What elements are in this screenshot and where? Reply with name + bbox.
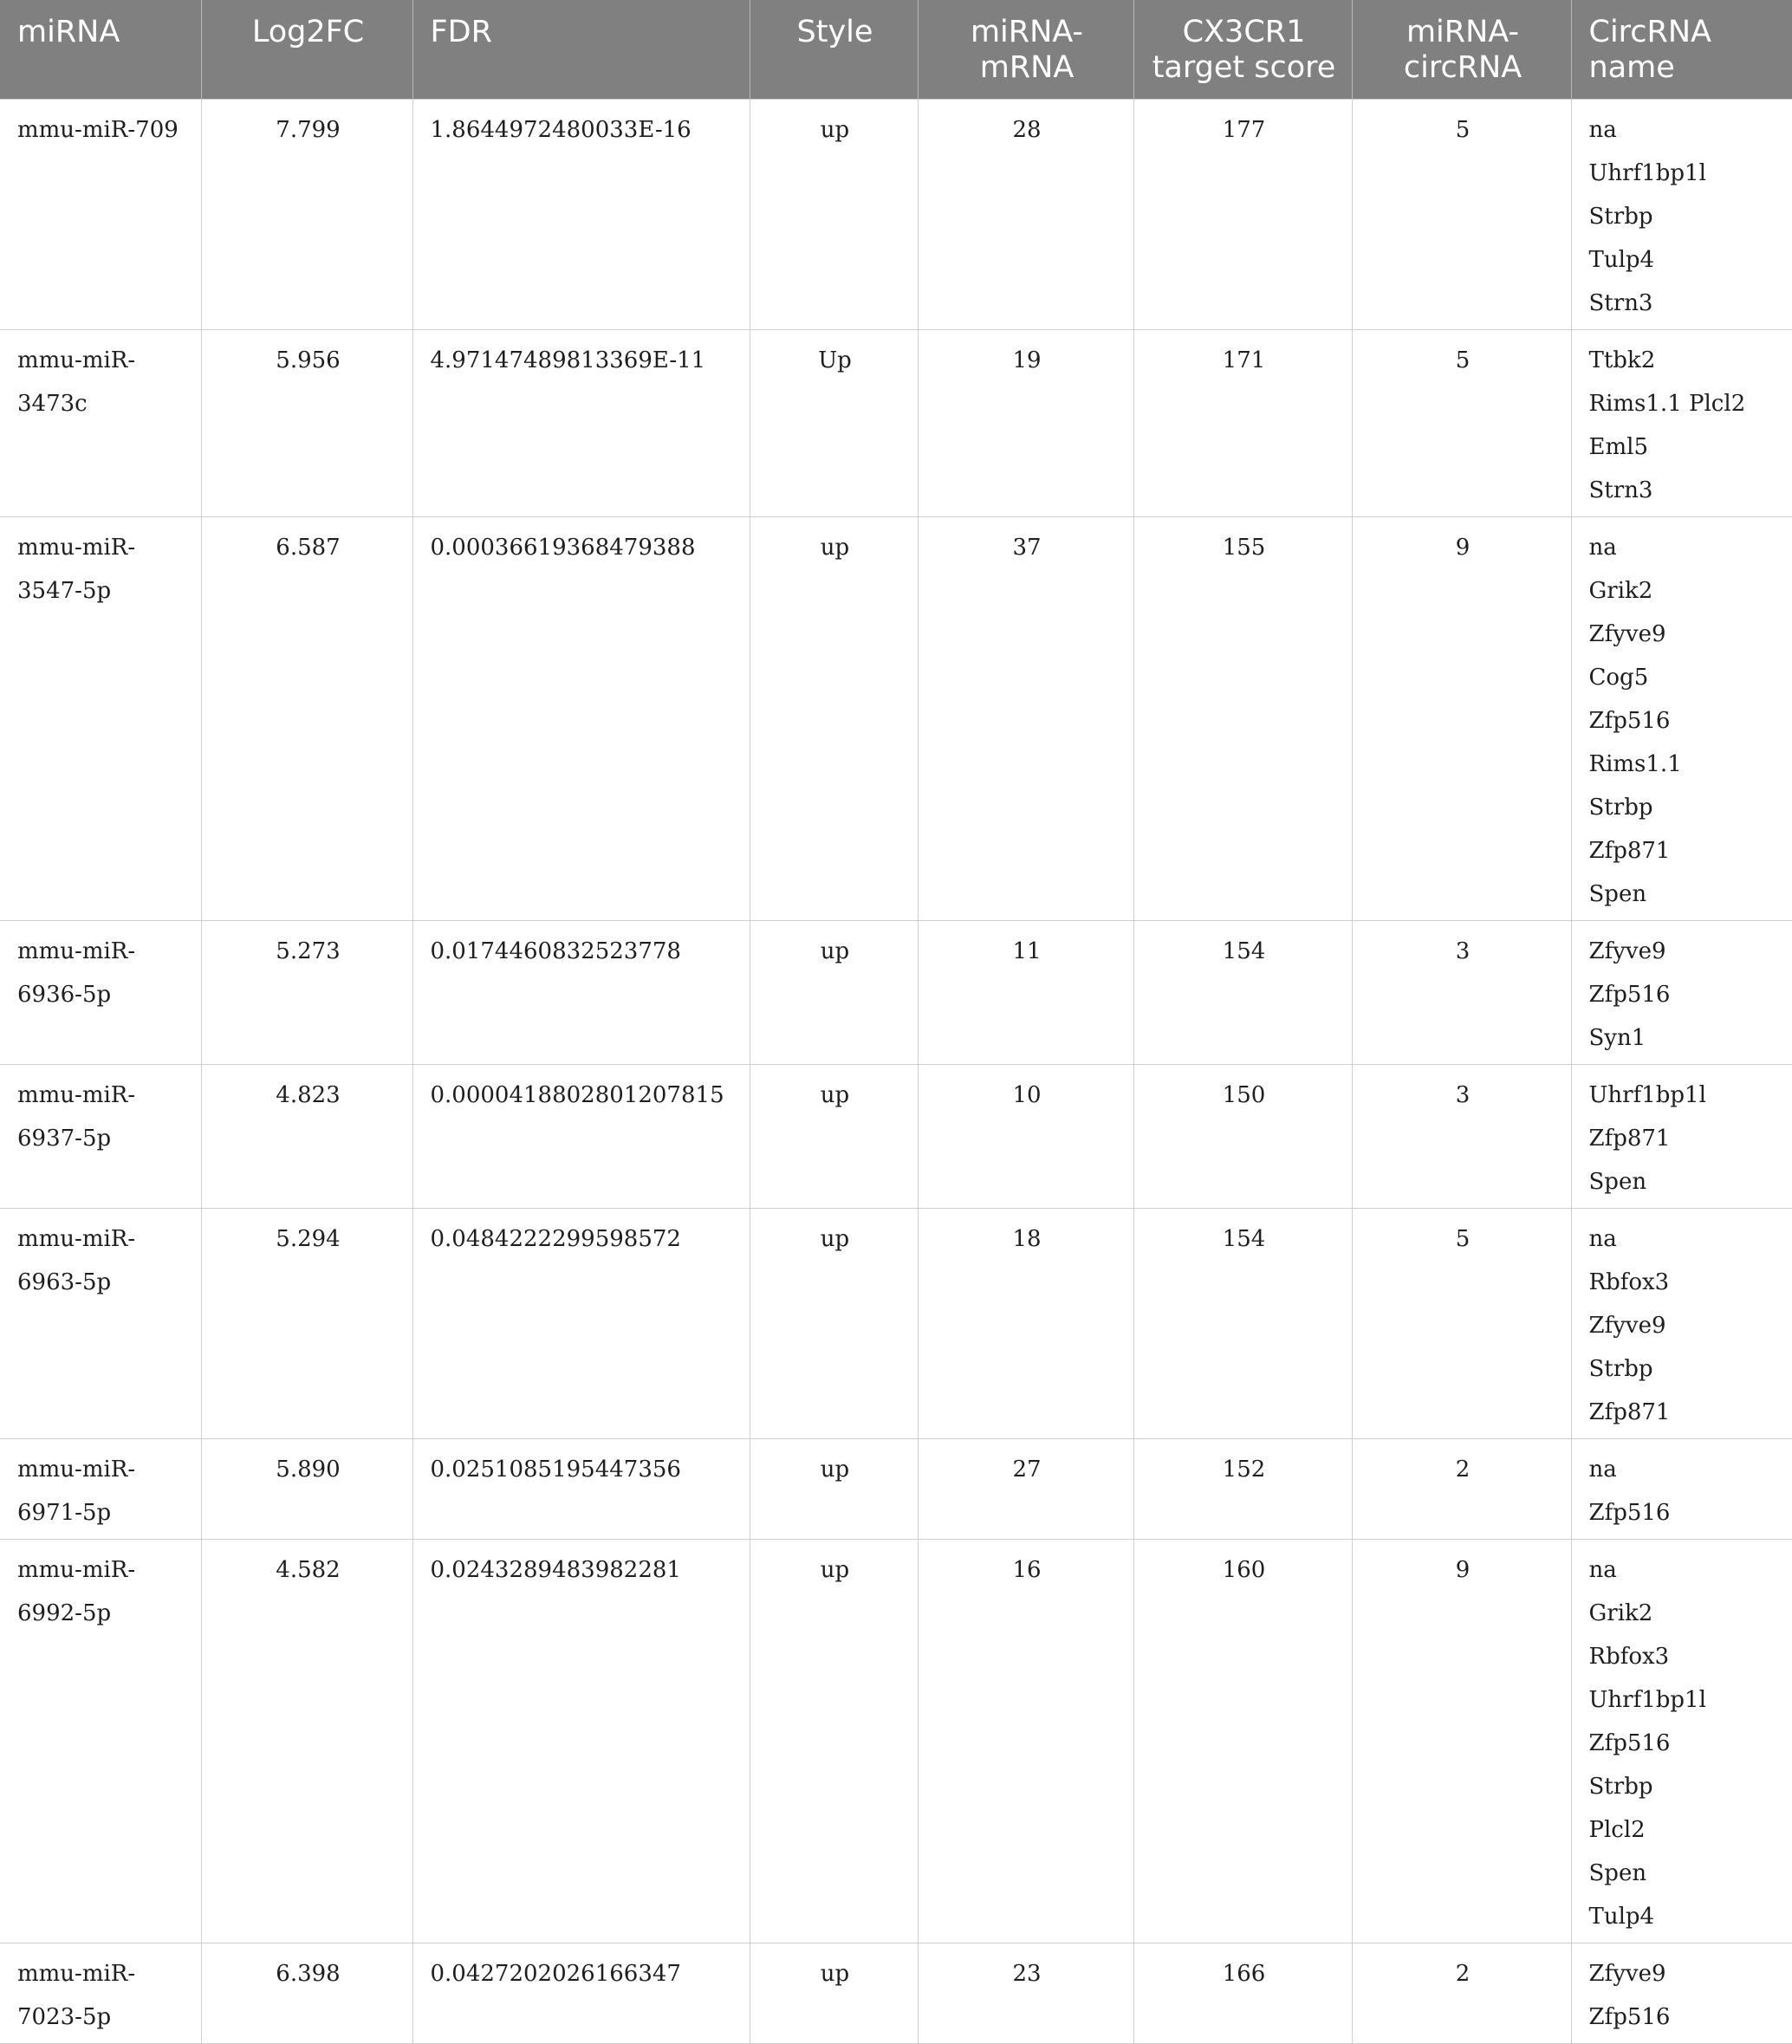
log2fc-cell: 5.890	[201, 1438, 412, 1539]
header-cx3cr1-target-score: CX3CR1 target score	[1133, 0, 1352, 99]
log2fc-cell: 6.398	[201, 1943, 412, 2043]
circrna-name-item: na	[1588, 1225, 1617, 1252]
mirna-circrna-cell: 3	[1352, 920, 1571, 1064]
cx3cr1-target-score-cell: 150	[1133, 1064, 1352, 1208]
cx3cr1-target-score-cell: 171	[1133, 329, 1352, 516]
circrna-name-item: Zfp871	[1588, 837, 1671, 864]
circrna-name-item: Zfyve9	[1588, 1960, 1666, 1987]
circrna-name-item: Grik2	[1588, 577, 1653, 604]
mirna-circrna-cell: 2	[1352, 1943, 1571, 2043]
log2fc-cell: 6.587	[201, 516, 412, 920]
fdr-cell: 0.0251085195447356	[412, 1438, 750, 1539]
circrna-name-item: Spen	[1588, 880, 1647, 907]
mirna-circrna-cell: 5	[1352, 99, 1571, 329]
mirna-cell: mmu-miR-6992-5p	[0, 1539, 201, 1943]
table-row	[0, 1064, 1792, 1208]
cx3cr1-target-score-cell: 152	[1133, 1438, 1352, 1539]
cx3cr1-target-score-cell: 154	[1133, 1208, 1352, 1438]
mirna-mrna-cell: 37	[918, 516, 1133, 920]
circrna-name-item: Rims1.1 Plcl2	[1588, 390, 1746, 417]
fdr-cell: 0.0427202026166347	[412, 1943, 750, 2043]
fdr-cell: 0.0000418802801207815	[412, 1064, 750, 1208]
mirna-circrna-cell: 3	[1352, 1064, 1571, 1208]
style-cell: up	[750, 99, 918, 329]
circrna-name-item: na	[1588, 534, 1617, 561]
mirna-cell: mmu-miR-6963-5p	[0, 1208, 201, 1438]
circrna-name-item: Uhrf1bp1l	[1588, 1686, 1706, 1713]
cx3cr1-target-score-cell: 160	[1133, 1539, 1352, 1943]
header-mirna: miRNA	[0, 0, 201, 99]
table-row	[0, 99, 1792, 329]
mirna-cell: mmu-miR-7023-5p	[0, 1943, 201, 2043]
mirna-mrna-cell: 28	[918, 99, 1133, 329]
mirna-cell: mmu-miR-6936-5p	[0, 920, 201, 1064]
circrna-name-item: na	[1588, 116, 1617, 143]
style-cell: up	[750, 1943, 918, 2043]
mirna-mrna-cell: 19	[918, 329, 1133, 516]
table-body	[0, 99, 1792, 2043]
fdr-cell: 0.00036619368479388	[412, 516, 750, 920]
fdr-cell: 1.8644972480033E-16	[412, 99, 750, 329]
table-row	[0, 1208, 1792, 1438]
circrna-name-item: Zfp871	[1588, 1398, 1671, 1425]
cx3cr1-target-score-cell: 155	[1133, 516, 1352, 920]
circrna-name-item: Zfp516	[1588, 981, 1671, 1008]
style-cell: up	[750, 516, 918, 920]
circrna-name-item: Zfp516	[1588, 707, 1671, 734]
circrna-name-cell	[1571, 920, 1792, 1064]
log2fc-cell: 7.799	[201, 99, 412, 329]
mirna-cell: mmu-miR-6937-5p	[0, 1064, 201, 1208]
circrna-name-item: Plcl2	[1588, 1816, 1646, 1843]
mirna-cell: mmu-miR-3547-5p	[0, 516, 201, 920]
fdr-cell: 0.0243289483982281	[412, 1539, 750, 1943]
circrna-name-item: Zfp516	[1588, 2003, 1671, 2030]
table-row	[0, 1438, 1792, 1539]
table-row	[0, 1539, 1792, 1943]
mirna-circrna-cell: 2	[1352, 1438, 1571, 1539]
circrna-name-item: Zfyve9	[1588, 1312, 1666, 1339]
circrna-name-item: Ttbk2	[1588, 347, 1656, 373]
cx3cr1-target-score-cell: 154	[1133, 920, 1352, 1064]
header-mirna-circrna: miRNA-circRNA	[1352, 0, 1571, 99]
style-cell: up	[750, 1438, 918, 1539]
circrna-name-item: Zfyve9	[1588, 938, 1666, 964]
circrna-name-item: Tulp4	[1588, 246, 1655, 273]
circrna-name-item: Cog5	[1588, 664, 1649, 691]
mirna-mrna-cell: 10	[918, 1064, 1133, 1208]
table-row	[0, 920, 1792, 1064]
circrna-name-item: Eml5	[1588, 433, 1648, 460]
style-cell: up	[750, 920, 918, 1064]
fdr-cell: 0.0174460832523778	[412, 920, 750, 1064]
header-mirna-mrna: miRNA-mRNA	[918, 0, 1133, 99]
mirna-mrna-cell: 27	[918, 1438, 1133, 1539]
circrna-name-item: Syn1	[1588, 1024, 1646, 1051]
circrna-name-item: Zfyve9	[1588, 620, 1666, 647]
header-circrna-name: CircRNA name	[1571, 0, 1792, 99]
circrna-name-item: Grik2	[1588, 1600, 1653, 1626]
table-row	[0, 329, 1792, 516]
mirna-mrna-cell: 16	[918, 1539, 1133, 1943]
header-fdr: FDR	[412, 0, 750, 99]
log2fc-cell: 4.823	[201, 1064, 412, 1208]
mirna-cell: mmu-miR-6971-5p	[0, 1438, 201, 1539]
mirna-mrna-cell: 23	[918, 1943, 1133, 2043]
circrna-name-item: na	[1588, 1456, 1617, 1483]
circrna-name-item: Strbp	[1588, 794, 1653, 821]
log2fc-cell: 5.956	[201, 329, 412, 516]
circrna-name-item: Zfp516	[1588, 1729, 1671, 1756]
mirna-cell: mmu-miR-3473c	[0, 329, 201, 516]
log2fc-cell: 4.582	[201, 1539, 412, 1943]
style-cell: up	[750, 1539, 918, 1943]
log2fc-cell: 5.294	[201, 1208, 412, 1438]
circrna-name-item: Strbp	[1588, 1355, 1653, 1382]
header-log2fc: Log2FC	[201, 0, 412, 99]
circrna-name-cell	[1571, 1943, 1792, 2043]
circrna-name-item: Strn3	[1588, 289, 1653, 316]
circrna-name-cell	[1571, 329, 1792, 516]
circrna-name-item: Uhrf1bp1l	[1588, 159, 1706, 186]
circrna-name-item: Rbfox3	[1588, 1269, 1670, 1295]
header-row	[0, 0, 1792, 99]
circrna-name-cell	[1571, 1064, 1792, 1208]
circrna-name-cell	[1571, 516, 1792, 920]
circrna-name-item: Tulp4	[1588, 1903, 1655, 1930]
style-cell: Up	[750, 329, 918, 516]
circrna-name-item: Strbp	[1588, 1773, 1653, 1800]
cx3cr1-target-score-cell: 166	[1133, 1943, 1352, 2043]
fdr-cell: 0.0484222299598572	[412, 1208, 750, 1438]
table-row	[0, 1943, 1792, 2043]
circrna-name-item: Uhrf1bp1l	[1588, 1081, 1706, 1108]
circrna-name-item: Zfp871	[1588, 1125, 1671, 1152]
circrna-name-item: Rbfox3	[1588, 1643, 1670, 1670]
circrna-name-cell	[1571, 99, 1792, 329]
header-style: Style	[750, 0, 918, 99]
circrna-name-cell	[1571, 1438, 1792, 1539]
table-row	[0, 516, 1792, 920]
circrna-name-item: Strn3	[1588, 477, 1653, 503]
mirna-circrna-cell: 5	[1352, 1208, 1571, 1438]
mirna-circrna-cell: 9	[1352, 1539, 1571, 1943]
mirna-cell: mmu-miR-709	[0, 99, 201, 329]
circrna-name-item: na	[1588, 1556, 1617, 1583]
circrna-name-item: Rims1.1	[1588, 750, 1682, 777]
circrna-name-cell	[1571, 1539, 1792, 1943]
circrna-name-item: Zfp516	[1588, 1499, 1671, 1526]
log2fc-cell: 5.273	[201, 920, 412, 1064]
mirna-mrna-cell: 18	[918, 1208, 1133, 1438]
circrna-name-item: Spen	[1588, 1168, 1647, 1195]
mirna-mrna-cell: 11	[918, 920, 1133, 1064]
cx3cr1-target-score-cell: 177	[1133, 99, 1352, 329]
circrna-name-cell	[1571, 1208, 1792, 1438]
mirna-circrna-cell: 5	[1352, 329, 1571, 516]
circrna-name-item: Spen	[1588, 1859, 1647, 1886]
circrna-name-item: Strbp	[1588, 203, 1653, 230]
style-cell: up	[750, 1064, 918, 1208]
mirna-circrna-cell: 9	[1352, 516, 1571, 920]
fdr-cell: 4.97147489813369E-11	[412, 329, 750, 516]
style-cell: up	[750, 1208, 918, 1438]
